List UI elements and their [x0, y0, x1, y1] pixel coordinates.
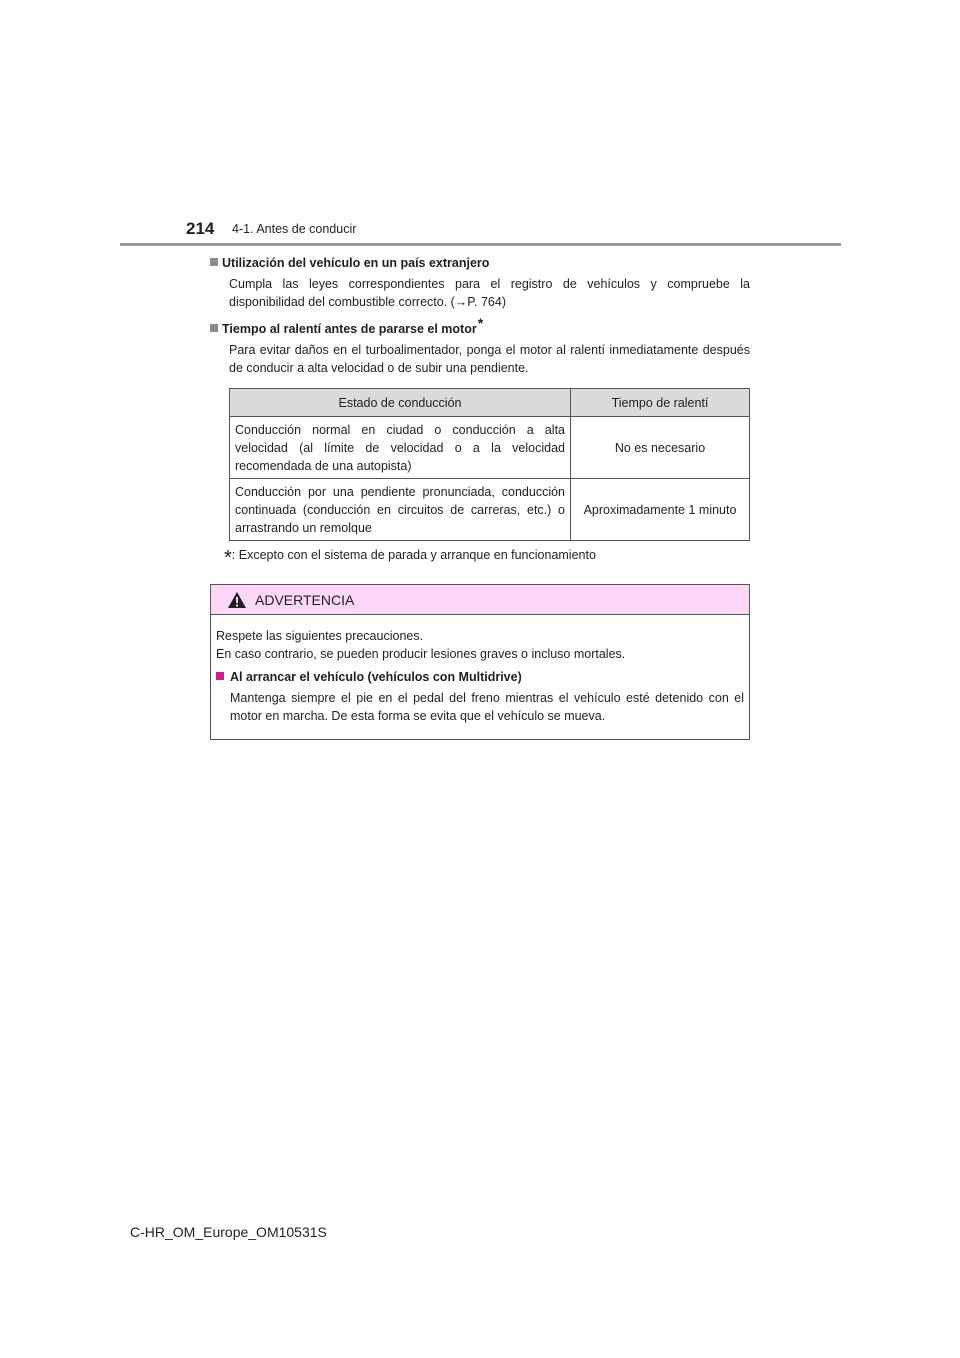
section-heading-idle: Tiempo al ralentí antes de pararse el motor*	[210, 320, 750, 338]
warning-header	[211, 585, 749, 615]
table-row	[230, 479, 750, 541]
table-header-cell: Tiempo de ralentí	[571, 389, 750, 417]
square-bullet-icon	[210, 324, 218, 332]
footnote: *: Excepto con el sistema de parada y arranque en funcionamiento	[224, 547, 596, 569]
table-cell: Conducción normal en ciudad o conducción a alta velocidad (al límite de velocidad o a la velocidad recomendada de una autopista)	[230, 417, 571, 479]
warning-line: Respete las siguientes precauciones.	[216, 629, 424, 643]
warning-sub-heading: Al arrancar el vehículo (vehículos con Multidrive)	[216, 668, 744, 686]
warning-title: ADVERTENCIA	[255, 591, 355, 608]
square-bullet-icon	[216, 672, 224, 680]
section-text-abroad: Cumpla las leyes correspondientes para el registro de vehículos y compruebe la disponibilidad del combustible correcto. (→P. 764)	[229, 277, 750, 309]
table-header-row	[230, 389, 750, 417]
warning-sub-text: Mantenga siempre el pie en el pedal del freno mientras el vehículo esté detenido con el motor en marcha. De esta forma se evita que el vehículo se mueva.	[230, 691, 744, 723]
header-rule	[120, 243, 841, 246]
warning-body	[211, 615, 749, 739]
table-row	[230, 417, 750, 479]
square-bullet-icon	[210, 258, 218, 266]
table-cell: No es necesario	[571, 417, 750, 479]
section-heading-abroad: Utilización del vehículo en un país extranjero	[210, 254, 750, 272]
idle-time-table	[229, 388, 750, 541]
section-title: 4-1. Antes de conducir	[232, 222, 357, 236]
footnote-mark: *	[477, 314, 484, 331]
section-text-idle: Para evitar daños en el turboalimentador, ponga el motor al ralentí inmediatamente después de conducir a alta velocidad o de subir una pendiente.	[229, 343, 750, 375]
table-header-cell: Estado de conducción	[230, 389, 571, 417]
footnote-mark: *	[224, 547, 232, 569]
table-cell: Conducción por una pendiente pronunciada, conducción continuada (conducción en circuitos de carreras, etc.) o arrastrando un remolque	[230, 479, 571, 541]
warning-triangle-icon	[227, 591, 247, 609]
footer-doc-code: C-HR_OM_Europe_OM10531S	[130, 1224, 327, 1240]
page-content	[210, 254, 750, 740]
table-cell: Aproximadamente 1 minuto	[571, 479, 750, 541]
warning-line: En caso contrario, se pueden producir lesiones graves o incluso mortales.	[216, 647, 626, 661]
warning-box	[210, 584, 750, 740]
page-number: 214	[186, 219, 215, 238]
